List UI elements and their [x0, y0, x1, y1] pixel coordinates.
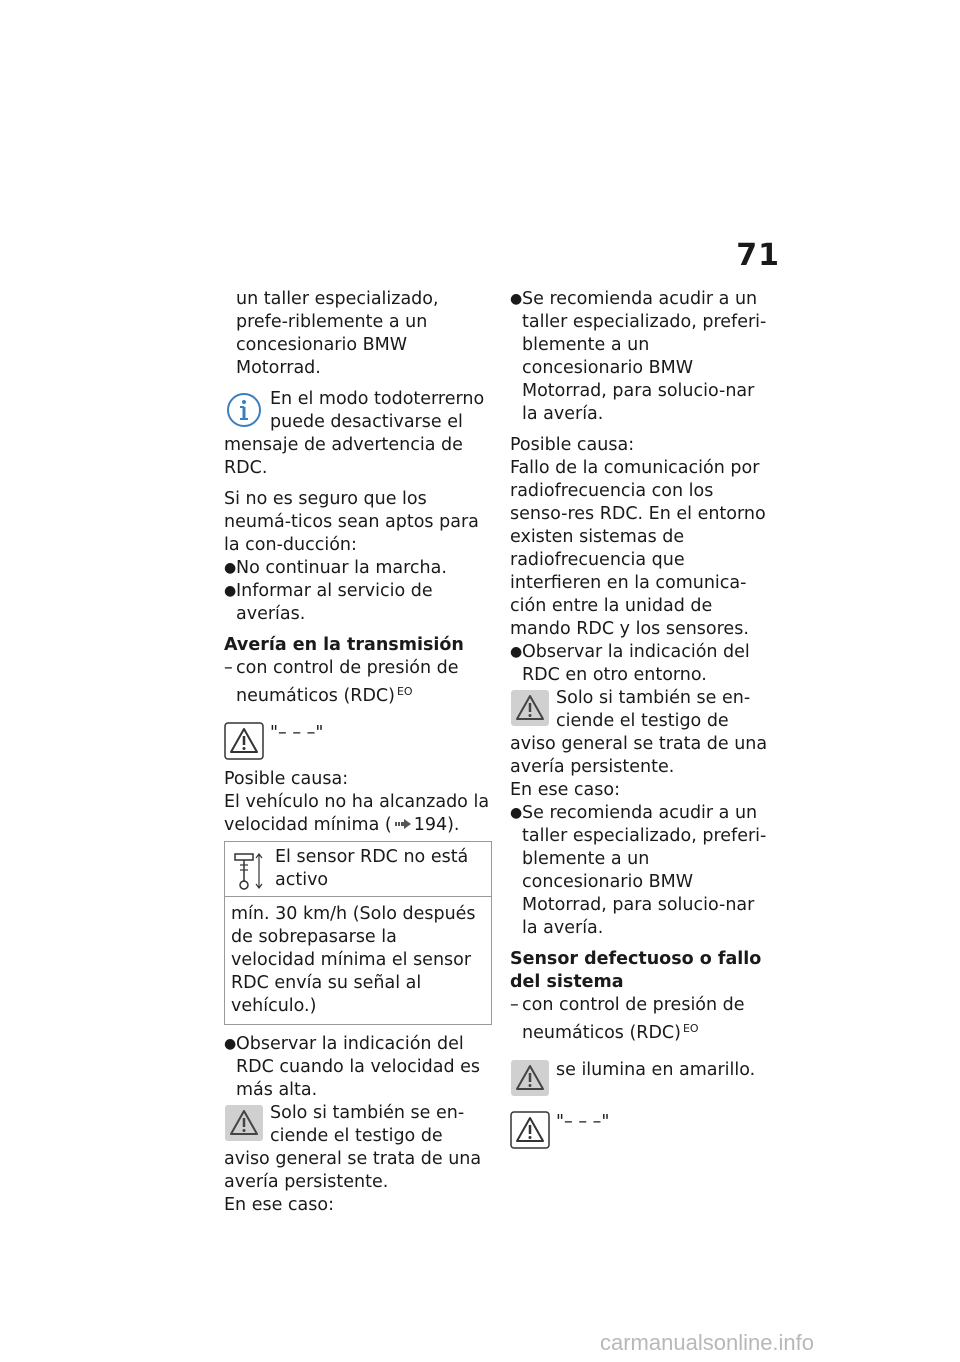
cause-label: Posible causa: [224, 769, 349, 789]
list-item: ● Observar la indicación del RDC en otro entorno. [510, 642, 750, 685]
reference-arrow-icon [395, 819, 411, 829]
section-heading: Sensor defectuoso o fallo del sistema [510, 949, 762, 992]
info-text: En el modo todoterrerno puede desactivarse el mensaje de advertencia de RDC. [224, 389, 485, 478]
condition-item: – con control de presión de neumáticos (RDC) $^{EO}$ [224, 658, 459, 706]
warning-triangle-icon [510, 689, 550, 727]
warning-triangle-icon [510, 1111, 550, 1149]
display-text: "– – –" [270, 723, 324, 743]
warning-note [224, 1102, 494, 1194]
warning-triangle-icon [224, 1104, 264, 1142]
condition-item: – con control de presión de neumáticos (RDC) $^{EO}$ [510, 995, 745, 1043]
display-warning [510, 1111, 775, 1149]
cause-text: Fallo de la comunicación por radiofrecuencia con los senso-res RDC. En el entorno existen sistemas de radiofrecuencia que interfieren en la comunica-ción entre la unidad de mando RDC y los sensores. [510, 458, 766, 639]
unsure-text: Si no es seguro que los neumá-ticos sean aptos para la con-ducción: [224, 489, 479, 555]
section-heading: Avería en la transmisión [224, 635, 464, 655]
case-label: En ese caso: [224, 1195, 334, 1215]
list-item: ● Informar al servicio de averías. [224, 581, 433, 624]
warning-triangle-icon [224, 722, 264, 760]
page-number: 71 [736, 238, 780, 273]
table-row: mín. 30 km/h (Solo después de sobrepasarse la velocidad mínima el sensor RDC envía su señal al vehículo.) [231, 904, 476, 1016]
tire-sensor-icon [231, 850, 267, 892]
list-item: ● Se recomienda acudir a un taller especializado, preferi-blemente a un concesionario BMW Motorrad, para solucio-nar la avería. [510, 289, 767, 424]
list-item: ● Se recomienda acudir a un taller especializado, preferi-blemente a un concesionario BMW Motorrad, para solucio-nar la avería. [510, 803, 767, 938]
continued-text: un taller especializado, prefe-riblemente a un concesionario BMW Motorrad. [236, 289, 439, 378]
watermark: carmanualsonline.info [600, 1330, 815, 1355]
display-text: "– – –" [556, 1112, 610, 1132]
display-warning [224, 722, 494, 760]
warning-text: Solo si también se en-ciende el testigo de aviso general se trata de una avería persistente. [224, 1103, 482, 1192]
case-label: En ese caso: [510, 780, 620, 800]
yellow-text: se ilumina en amarillo. [556, 1060, 756, 1080]
table-title: El sensor RDC no está activo [275, 847, 469, 890]
cause-label: Posible causa: [510, 435, 635, 455]
left-column [224, 288, 494, 1217]
warning-note [510, 687, 775, 779]
warning-triangle-icon [510, 1059, 550, 1097]
cause-text: El vehículo no ha alcanzado la velocidad mínima ( 194). [224, 792, 490, 835]
right-column [510, 288, 775, 1149]
yellow-warning [510, 1059, 775, 1097]
info-note [224, 388, 494, 480]
table-row [225, 842, 491, 897]
list-item: ● No continuar la marcha. [224, 558, 447, 578]
warning-text: Solo si también se en-ciende el testigo de aviso general se trata de una avería persistente. [510, 688, 768, 777]
list-item: ● Observar la indicación del RDC cuando la velocidad es más alta. [224, 1034, 481, 1100]
info-icon [224, 390, 264, 430]
rdc-info-table [224, 841, 492, 1025]
